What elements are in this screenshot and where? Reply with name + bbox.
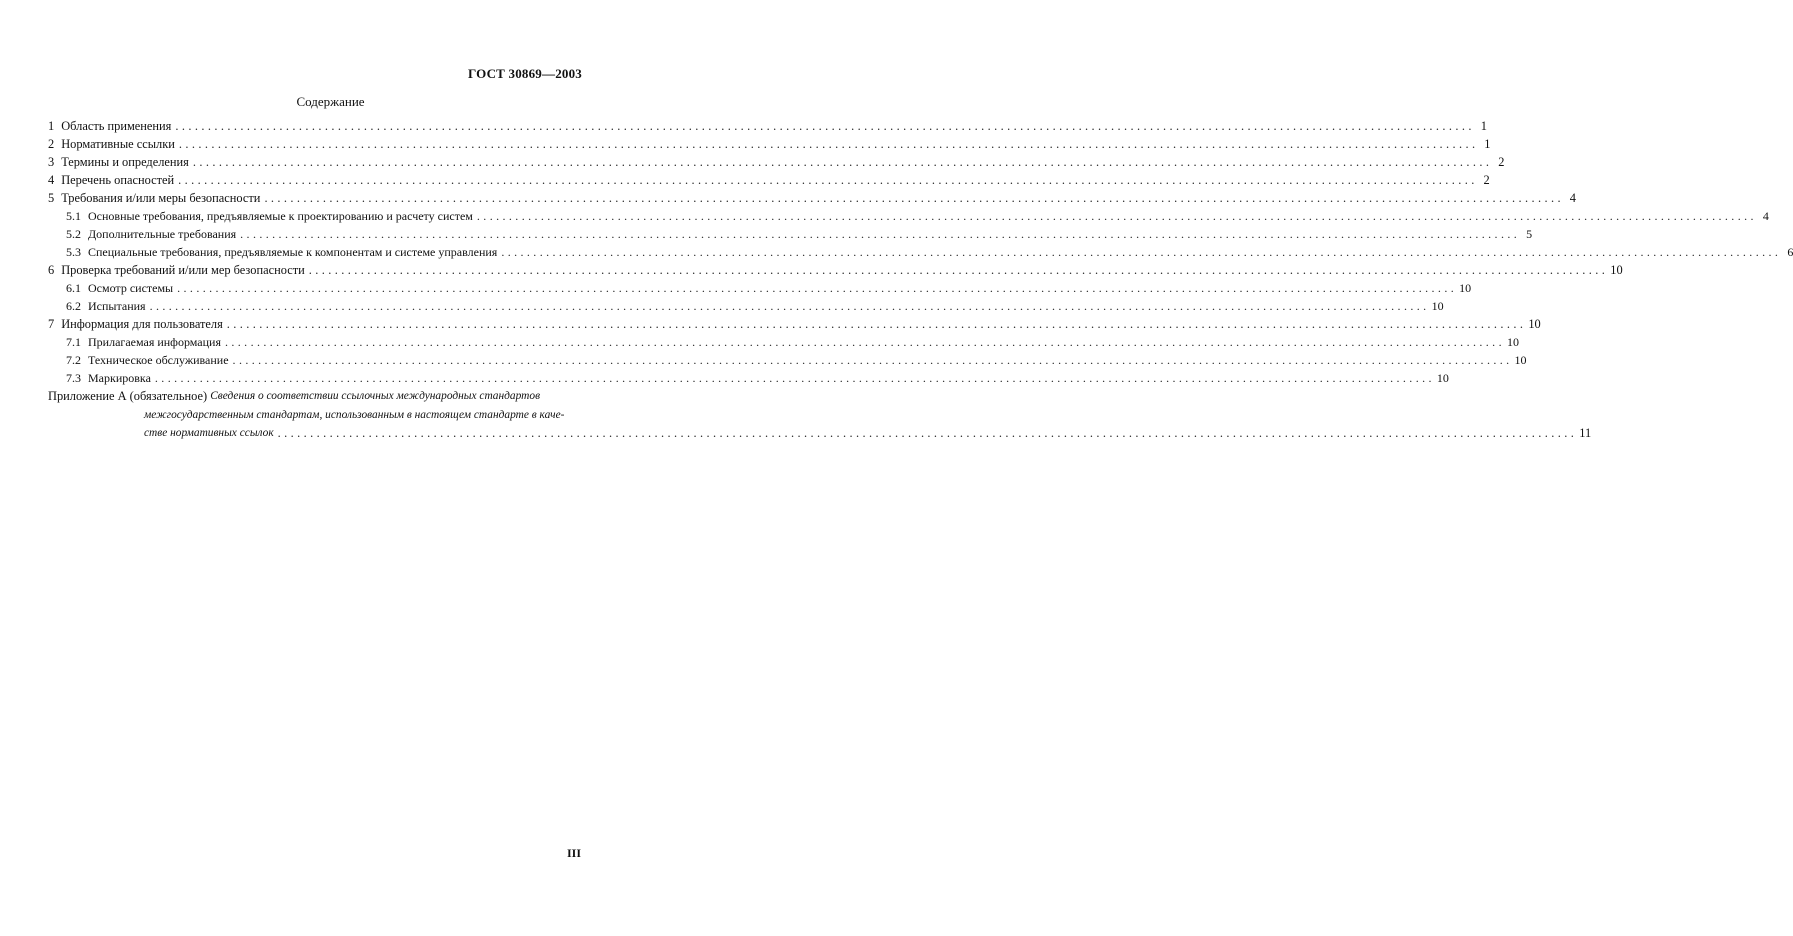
toc-label: Требования и/или меры безопасности: [61, 191, 261, 205]
toc-leader: ........................................................................................................................................................................................................: [264, 191, 1564, 205]
toc-number: 7.3: [66, 371, 81, 385]
toc-leader: ........................................................................................................................................................................................................: [308, 263, 1609, 277]
annex-title-line1: Сведения о соответствии ссылочных международных стандартов: [210, 390, 541, 402]
toc-leader: ........................................................................................................................................................................................................: [476, 209, 1757, 223]
toc-page: 6: [1787, 245, 1793, 259]
toc-label: Термины и определения: [61, 155, 189, 169]
toc-label: Прилагаемая информация: [88, 335, 221, 349]
toc-entry[interactable]: [48, 153, 1505, 171]
toc-leader: ........................................................................................................................................................................................................: [192, 155, 1493, 169]
toc-number: 6.2: [66, 299, 81, 313]
toc-label: Перечень опасностей: [61, 173, 175, 187]
toc-subentry[interactable]: [48, 351, 1527, 369]
toc-leader: ........................................................................................................................................................................................................: [224, 335, 1505, 349]
toc-subentry[interactable]: [48, 279, 1472, 297]
toc-page: 4: [1762, 209, 1769, 223]
toc-label: Область применения: [61, 119, 172, 133]
toc-entry[interactable]: [48, 135, 1491, 153]
toc-number: 6: [48, 263, 55, 277]
page-number: III: [566, 846, 581, 860]
annex-prefix: Приложение А (обязательное): [48, 389, 208, 403]
toc-number: 5: [48, 191, 55, 205]
toc-entry[interactable]: [48, 261, 1623, 279]
toc-page: 4: [1569, 191, 1576, 205]
toc-number: 6.1: [66, 281, 81, 295]
toc-page: 10: [1610, 263, 1623, 277]
toc-label: Информация для пользователя: [61, 317, 223, 331]
toc-label: Осмотр системы: [88, 281, 174, 295]
toc-label: Специальные требования, предъявляемые к компонентам и системе управления: [88, 245, 498, 259]
toc-number: 5.3: [66, 245, 81, 259]
toc-number: 5.1: [66, 209, 81, 223]
annex-title-line2: межгосударственным стандартам, использованным в настоящем стандарте в каче-: [144, 409, 565, 421]
toc-leader: ........................................................................................................................................................................................................: [177, 281, 1458, 295]
toc-label: Испытания: [88, 299, 146, 313]
toc-leader: ........................................................................................................................................................................................................: [178, 173, 1478, 187]
annex-title-line3: стве нормативных ссылок: [144, 427, 274, 439]
toc-leader: ........................................................................................................................................................................................................: [154, 371, 1435, 385]
toc-page: 10: [1459, 281, 1472, 295]
toc-page: 11: [1579, 426, 1592, 440]
toc-page: 1: [1480, 119, 1487, 133]
toc-number: 3: [48, 155, 55, 169]
toc-number: 4: [48, 173, 55, 187]
toc-page: 5: [1526, 227, 1533, 241]
toc-entry[interactable]: [48, 171, 1490, 189]
toc-annex-entry[interactable]: [48, 387, 1592, 442]
toc-label: Дополнительные требования: [88, 227, 237, 241]
page-title: Содержание: [296, 94, 365, 109]
toc-subentry[interactable]: [48, 243, 1793, 261]
toc-subentry[interactable]: [48, 297, 1444, 315]
toc-number: 7.1: [66, 335, 81, 349]
document-code: ГОСТ 30869—2003: [467, 66, 582, 81]
toc-leader: ........................................................................................................................................................................................................: [149, 299, 1430, 313]
toc-page: 10: [1436, 371, 1449, 385]
toc-label: Маркировка: [88, 371, 151, 385]
table-of-contents: [48, 117, 1793, 442]
toc-leader: ........................................................................................................................................................................................................: [175, 119, 1475, 133]
toc-page: 1: [1484, 137, 1491, 151]
toc-page: 10: [1528, 317, 1541, 331]
toc-subentry[interactable]: [48, 369, 1449, 387]
toc-entry[interactable]: [48, 315, 1541, 333]
toc-number: 7.2: [66, 353, 81, 367]
toc-leader: ........................................................................................................................................................................................................: [501, 245, 1782, 259]
toc-leader: ........................................................................................................................................................................................................: [277, 426, 1578, 440]
toc-number: 7: [48, 317, 55, 331]
toc-label: Техническое обслуживание: [88, 353, 229, 367]
toc-label: Нормативные ссылки: [61, 137, 175, 151]
toc-subentry[interactable]: [48, 333, 1519, 351]
toc-leader: ........................................................................................................................................................................................................: [240, 227, 1521, 241]
toc-leader: ........................................................................................................................................................................................................: [226, 317, 1527, 331]
toc-page: 10: [1514, 353, 1527, 367]
toc-page: 2: [1483, 173, 1490, 187]
toc-entry[interactable]: [48, 117, 1487, 135]
toc-leader: ........................................................................................................................................................................................................: [232, 353, 1513, 367]
toc-leader: ........................................................................................................................................................................................................: [178, 137, 1479, 151]
toc-number: 1: [48, 119, 55, 133]
toc-subentry[interactable]: [48, 207, 1769, 225]
toc-number: 2: [48, 137, 55, 151]
toc-entry[interactable]: [48, 189, 1576, 207]
toc-label: Проверка требований и/или мер безопасности: [61, 263, 305, 277]
toc-label: Основные требования, предъявляемые к проектированию и расчету систем: [88, 209, 473, 223]
toc-subentry[interactable]: [48, 225, 1533, 243]
toc-number: 5.2: [66, 227, 81, 241]
toc-page: 2: [1498, 155, 1505, 169]
toc-page: 10: [1506, 335, 1519, 349]
toc-page: 10: [1431, 299, 1444, 313]
